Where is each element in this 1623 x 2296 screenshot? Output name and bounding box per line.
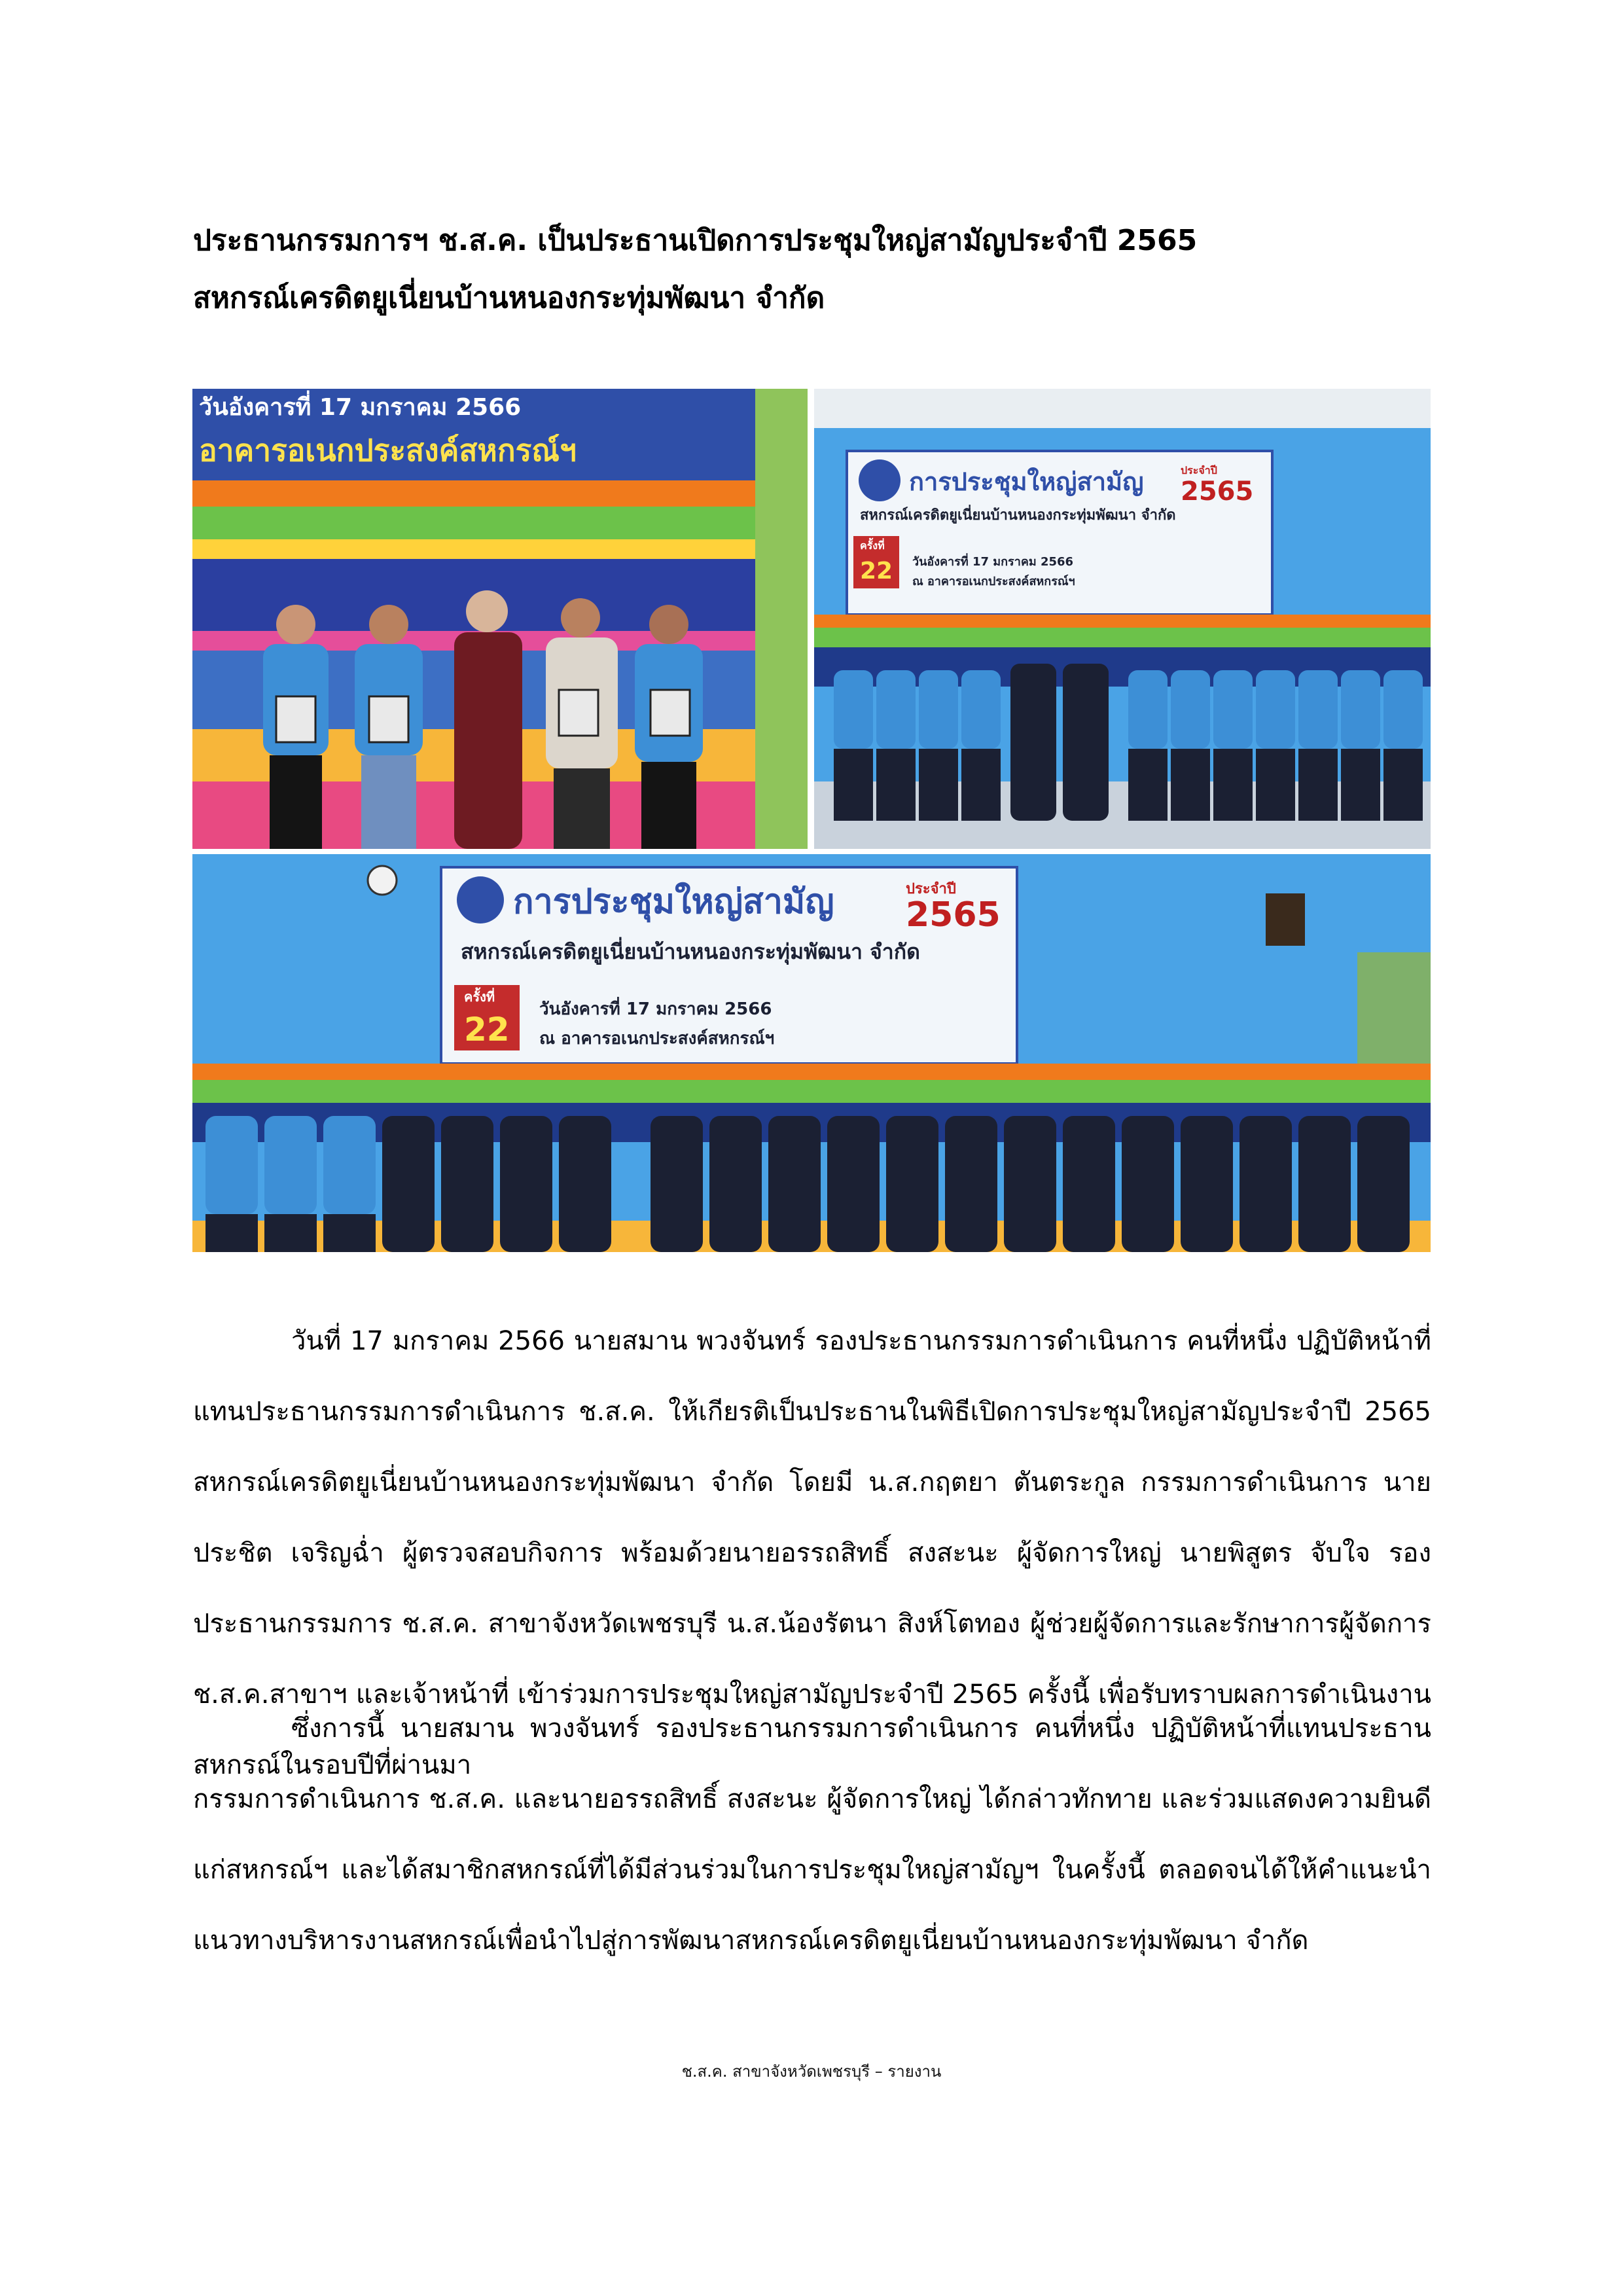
photo-gift-presentation xyxy=(192,389,808,849)
photo-group-graphic xyxy=(814,389,1431,849)
photo-group xyxy=(814,389,1431,849)
photo-oath-ceremony-graphic xyxy=(192,854,1431,1252)
banner-date-text: วันอังคารที่ 17 มกราคม 2566 xyxy=(199,394,522,421)
banner-org-text: สหกรณ์เครดิตยูเนี่ยนบ้านหนองกระทุ่มพัฒนา จำกัด xyxy=(461,939,920,964)
headline-line-2: สหกรณ์เครดิตยูเนี่ยนบ้านหนองกระทุ่มพัฒนา จำกัด xyxy=(193,281,825,315)
banner-venue-text: อาคารอเนกประสงค์สหกรณ์ฯ xyxy=(199,433,577,468)
banner-count-text: 22 xyxy=(860,558,893,584)
banner-year-label-text: ประจำปี xyxy=(906,881,956,897)
body-paragraph-1: วันที่ 17 มกราคม 2566 นายสมาน พวงจันทร์ รองประธานกรรมการดำเนินการ คนที่หนึ่ง ปฏิบัติหน้าที่แทนประธานกรรมการดำเนินการ ช.ส.ค. ให้เกียรติเป็นประธานในพิธีเปิดการประชุมใหญ่สามัญประจำปี 2565 สหกรณ์เครดิตยูเนี่ยนบ้านหนองกระทุ่มพัฒนา จำกัด โดยมี น.ส.กฤตยา ตันตระกูล กรรมการดำเนินการ นายประชิต เจริญฉ่ำ ผู้ตรวจสอบกิจการ พร้อมด้วยนายอรรถสิทธิ์ สงสะนะ ผู้จัดการใหญ่ นายพิสูตร จับใจ รองประธานกรรมการ ช.ส.ค. สาขาจังหวัดเพชรบุรี น.ส.น้องรัตนา สิงห์โตทอง ผู้ช่วยผู้จัดการและรักษาการผู้จัดการ ช.ส.ค.สาขาฯ และเจ้าหน้าที่ เข้าร่วมการประชุมใหญ่สามัญประจำปี 2565 ครั้งนี้ เพื่อรับทราบผลการดำเนินงานสหกรณ์ในรอบปีที่ผ่านมา xyxy=(193,1326,1431,1780)
banner-title-text: การประชุมใหญ่สามัญ xyxy=(513,882,834,922)
photo-oath-ceremony xyxy=(192,854,1431,1252)
photo-gift-presentation-graphic xyxy=(192,389,808,849)
banner-year-label-text: ประจำปี xyxy=(1181,464,1217,476)
banner-venue-text: ณ อาคารอเนกประสงค์สหกรณ์ฯ xyxy=(912,575,1075,588)
banner-date-text: วันอังคารที่ 17 มกราคม 2566 xyxy=(539,999,772,1019)
banner-count-text: 22 xyxy=(464,1011,510,1049)
banner-year-text: 2565 xyxy=(906,895,1001,935)
banner-count-label-text: ครั้งที่ xyxy=(464,989,495,1005)
banner-year-text: 2565 xyxy=(1181,476,1254,507)
page-footer: ช.ส.ค. สาขาจังหวัดเพชรบุรี – รายงาน xyxy=(681,2062,942,2081)
banner-title-text: การประชุมใหญ่สามัญ xyxy=(909,467,1144,496)
banner-venue-text: ณ อาคารอเนกประสงค์สหกรณ์ฯ xyxy=(539,1029,775,1049)
banner-date-text: วันอังคารที่ 17 มกราคม 2566 xyxy=(912,555,1074,569)
body-paragraph-2: ซึ่งการนี้ นายสมาน พวงจันทร์ รองประธานกรรมการดำเนินการ คนที่หนึ่ง ปฏิบัติหน้าที่แทนประธานกรรมการดำเนินการ ช.ส.ค. และนายอรรถสิทธิ์ สงสะนะ ผู้จัดการใหญ่ ได้กล่าวทักทาย และร่วมแสดงความยินดีแก่สหกรณ์ฯ และได้สมาชิกสหกรณ์ที่ได้มีส่วนร่วมในการประชุมใหญ่สามัญฯ ในครั้งนี้ ตลอดจนได้ให้คำแนะนำแนวทางบริหารงานสหกรณ์เพื่อนำไปสู่การพัฒนาสหกรณ์เครดิตยูเนี่ยนบ้านหนองกระทุ่มพัฒนา จำกัด xyxy=(193,1713,1431,1956)
wall-clock-icon xyxy=(368,866,397,895)
banner-count-label-text: ครั้งที่ xyxy=(860,539,885,552)
banner-org-text: สหกรณ์เครดิตยูเนี่ยนบ้านหนองกระทุ่มพัฒนา จำกัด xyxy=(860,507,1176,524)
headline-line-1: ประธานกรรมการฯ ช.ส.ค. เป็นประธานเปิดการประชุมใหญ่สามัญประจำปี 2565 xyxy=(193,224,1198,257)
